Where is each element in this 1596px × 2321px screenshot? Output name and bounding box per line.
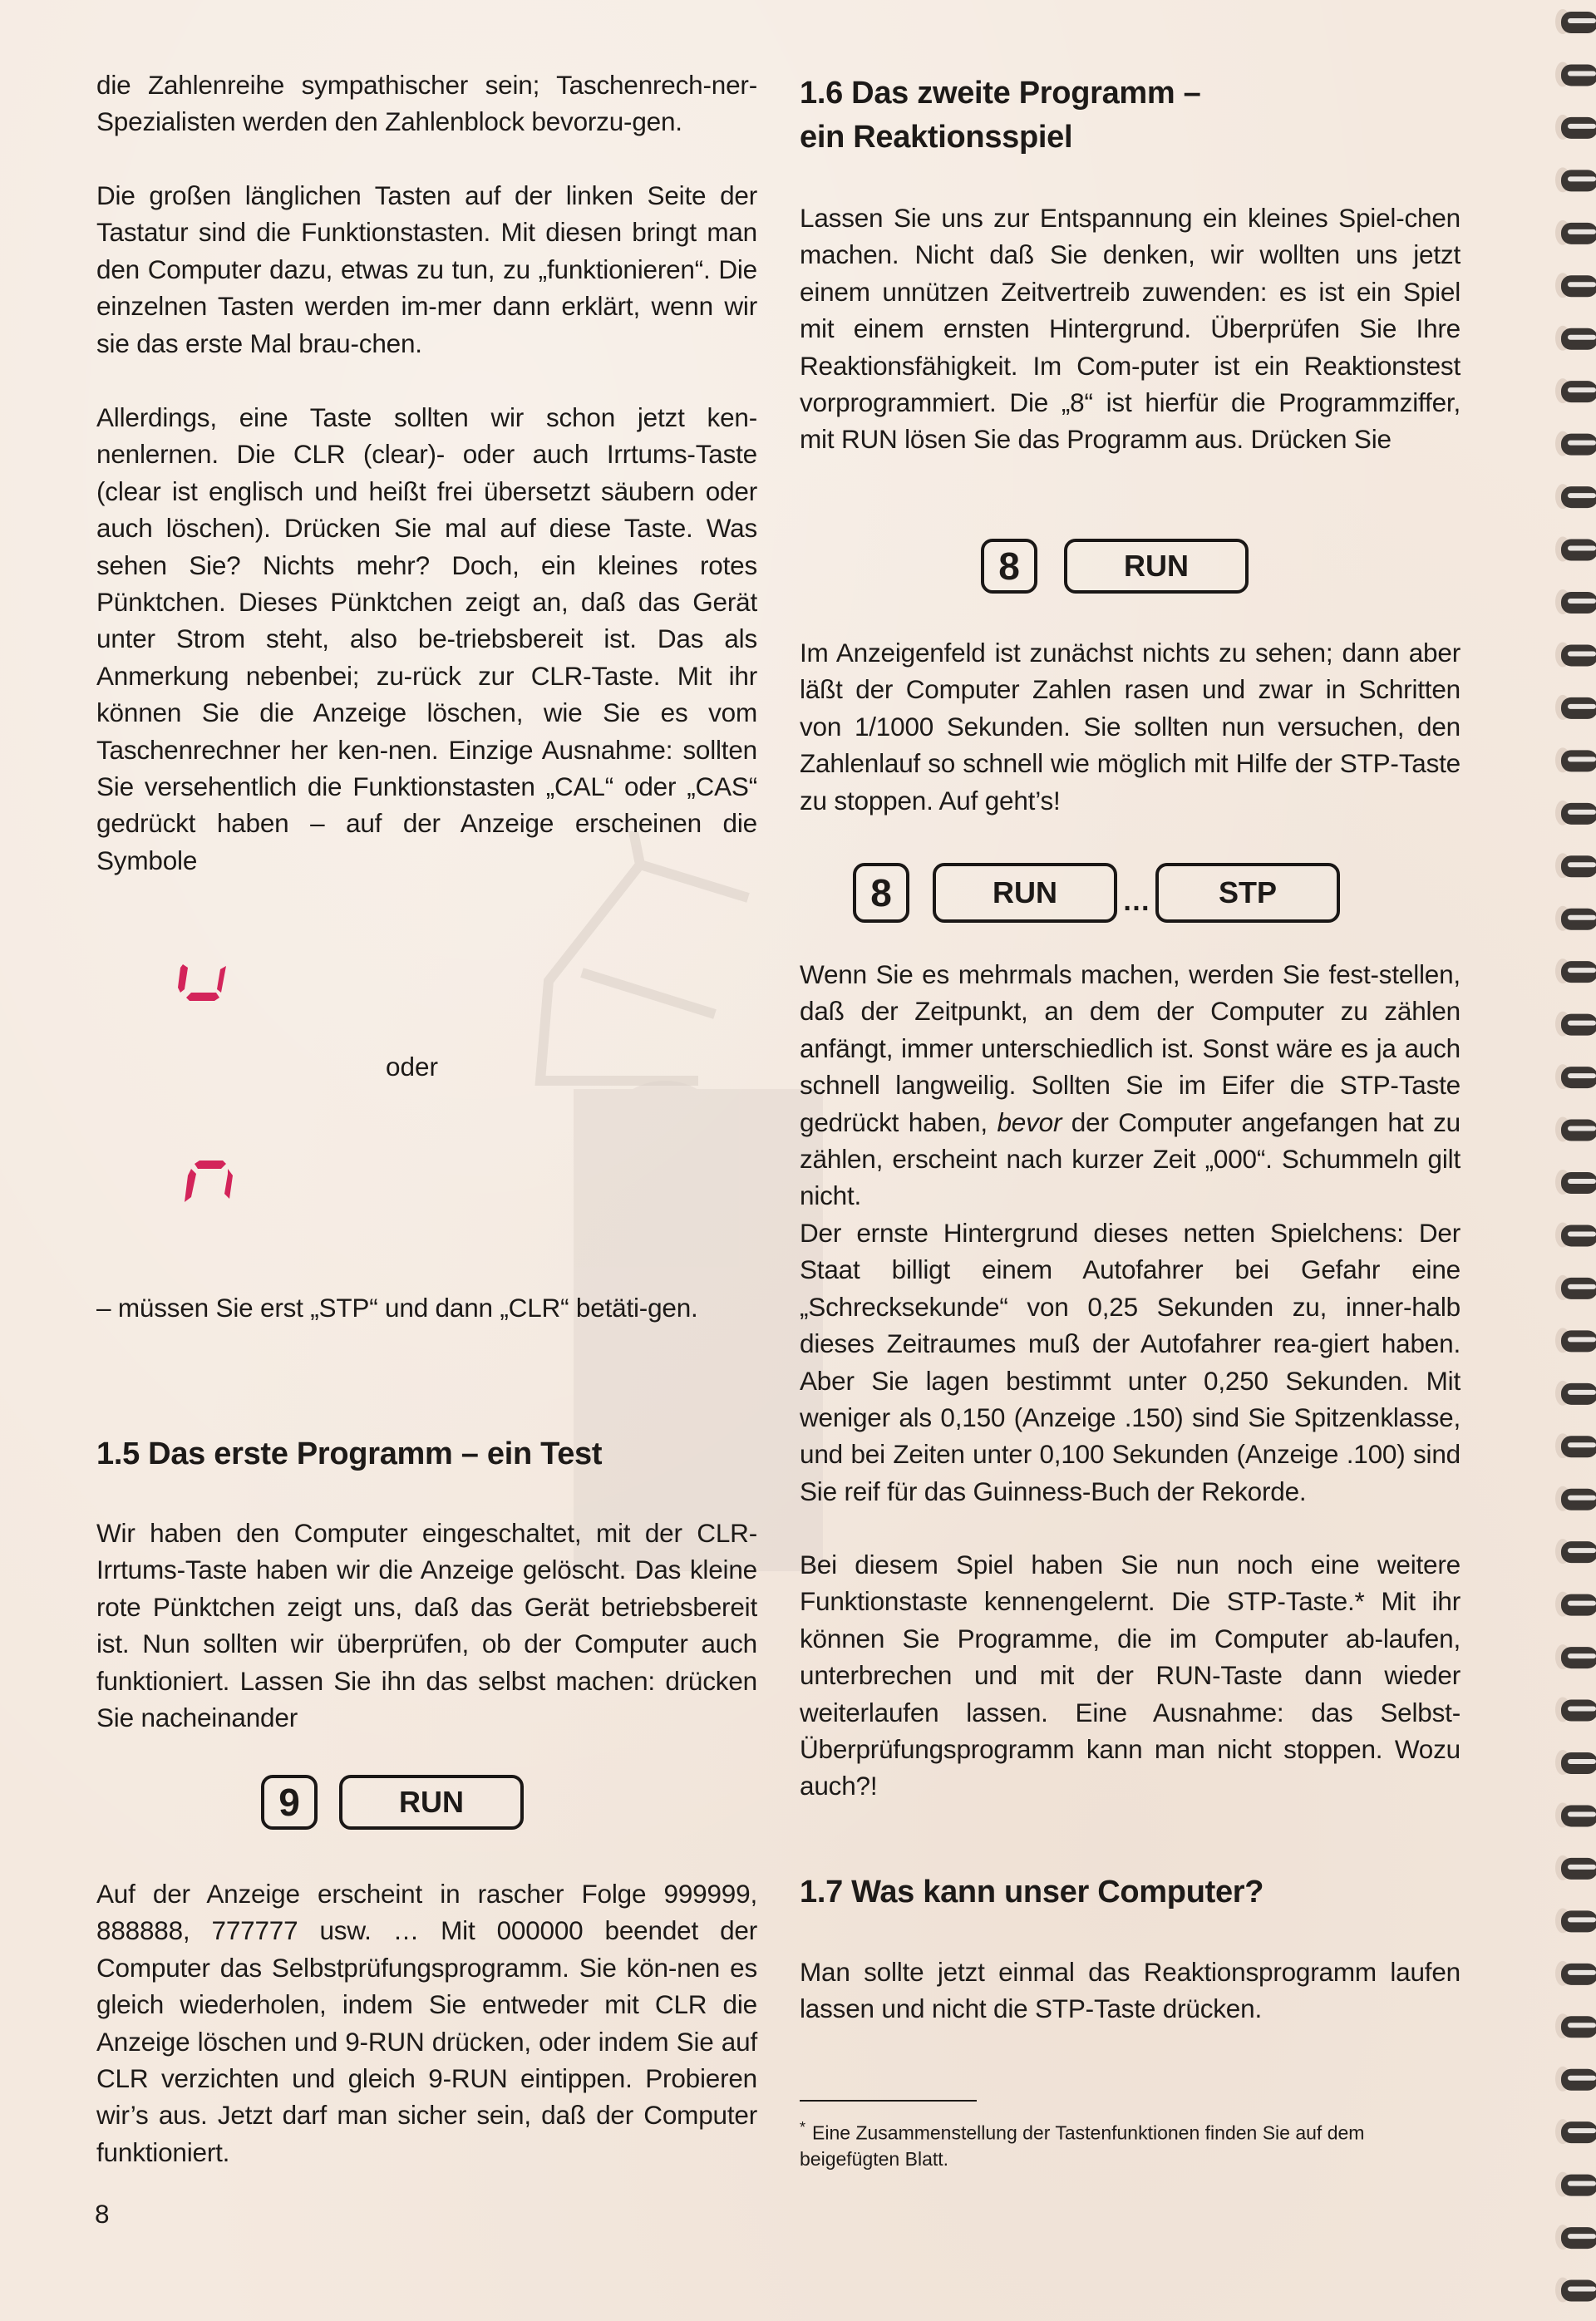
binding-ring (1555, 1802, 1596, 1827)
binding-ring (1555, 853, 1596, 878)
key-sequence-8-run-stp (853, 863, 1340, 923)
key-8[interactable]: 8 (853, 863, 909, 923)
footnote (800, 2115, 1461, 2172)
binding-ring (1555, 9, 1596, 34)
binding-ring (1555, 1750, 1596, 1775)
binding-ring (1555, 1328, 1596, 1353)
text-run: der Computer angefangen hat zu zählen, erscheint nach kurzer Zeit „000“. Schummeln gilt nicht. (800, 1106, 1461, 1211)
binding-ring (1555, 378, 1596, 403)
key-run[interactable]: RUN (339, 1775, 524, 1830)
footnote-marker: * (800, 2119, 806, 2136)
binding-ring (1555, 1539, 1596, 1564)
right-column (800, 0, 1461, 2321)
binding-ring (1555, 220, 1596, 245)
binding-ring (1555, 115, 1596, 140)
binding-ring (1555, 1117, 1596, 1142)
key-8[interactable]: 8 (981, 539, 1037, 594)
paragraph: Die großen länglichen Tasten auf der linken Seite der Tastatur sind die Funktionstasten. Mit diesen bringt man den Computer dazu, etwas zu tun, zu „funktionieren“. Die einzelnen Tasten werden im-mer dann erklärt, wenn wir sie das erste Mal brau-chen. (96, 180, 757, 358)
footnote-divider (800, 2100, 977, 2102)
key-run[interactable]: RUN (933, 863, 1117, 923)
binding-ring (1555, 1961, 1596, 1986)
seven-segment-u-symbol (178, 964, 228, 1003)
paragraph: Der ernste Hintergrund dieses netten Spielchens: Der Staat billigt einem Autofahrer bei Gefahr eine „Schrecksekunde“ von 0,25 Sekunden zu, inner-halb dieses Zeitraumes muß der Autofahrer rea-giert haben. Aber Sie lagen bestimmt unter 0,250 Sekunden. Mit weniger als 0,150 (Anzeige .150) sind Sie Spitzenklasse, und bei Zeiten unter 0,100 Sekunden (Anzeige .100) sind Sie reif für das Guinness-Buch der Rekorde. (800, 1218, 1461, 1506)
paragraph: Im Anzeigenfeld ist zunächst nichts zu sehen; dann aber läßt der Computer Zahlen rasen und zwar in Schritten von 1/1000 Sekunden. Sie sollten nun versuchen, den Zahlenlauf so schnell wie möglich mit Hilfe der STP-Taste zu stoppen. Auf geht’s! (800, 638, 1461, 816)
seven-segment-n-symbol (183, 1160, 234, 1202)
binding-ring (1555, 1698, 1596, 1722)
binding-ring (1555, 62, 1596, 86)
sequence-ellipsis: … (1122, 885, 1150, 917)
binding-ring (1555, 2119, 1596, 2144)
binding-ring (1555, 2225, 1596, 2250)
binding-ring (1555, 589, 1596, 614)
paragraph: Lassen Sie uns zur Entspannung ein kleines Spiel-chen machen. Nicht daß Sie denken, wir wollten uns jetzt einem unnützen Zeitvertreib zuwenden: es ist ein Spiel mit einem ernsten Hintergrund. Überprüfen Sie Ihre Reaktionsfähigkeit. Im Com-puter ist ein Reaktionstest vorprogrammiert. Die „8“ ist hierfür die Programmziffer, mit RUN lösen Sie das Programm aus. Drücken Sie (800, 203, 1461, 455)
paragraph: Wir haben den Computer eingeschaltet, mit der CLR-Irrtums-Taste haben wir die Anzeige gelöscht. Das kleine rote Pünktchen zeigt uns, daß das Gerät betriebsbereit ist. Nun sollten wir überprüfen, ob der Computer auch funktioniert. Lassen Sie ihn das selbst machen: drücken Sie nacheinander (96, 1518, 757, 1733)
section-heading-1-7: 1.7 Was kann unser Computer? (800, 1875, 1264, 1910)
binding-ring (1555, 906, 1596, 931)
binding-ring (1555, 2278, 1596, 2303)
binding-ring (1555, 1592, 1596, 1617)
binding-ring (1555, 747, 1596, 772)
binding-ring (1555, 1381, 1596, 1406)
binding-ring (1555, 801, 1596, 825)
key-9[interactable]: 9 (261, 1775, 318, 1830)
left-column (96, 0, 757, 2321)
paragraph: die Zahlenreihe sympathischer sein; Taschenrech-ner-Spezialisten werden den Zahlenblock bevorzu-gen. (96, 70, 757, 137)
heading-line: 1.6 Das zweite Programm – (800, 76, 1201, 111)
paragraph: Allerdings, eine Taste sollten wir schon jetzt ken-nenlernen. Die CLR (clear)- oder auch Irrtums-Taste (clear ist englisch und heißt frei übersetzt säubern oder auch löschen). Drücken Sie mal auf diese Taste. Was sehen Sie? Nichts mehr? Doch, ein kleines rotes Pünktchen. Dieses Pünktchen zeigt an, daß das Gerät unter Strom steht, also be-triebsbereit ist. Das als Anmerkung nebenbei; zu-rück zur CLR-Taste. Mit ihr können Sie die Anzeige löschen, wie Sie es vom Taschenrechner her ken-nen. Einzige Ausnahme: sollten Sie versehentlich die Funktionstasten „CAL“ oder „CAS“ gedrückt haben – auf der Anzeige erscheinen die Symbole (96, 402, 757, 875)
paragraph: Bei diesem Spiel haben Sie nun noch eine weitere Funktionstaste kennengelernt. Die STP-Taste.* Mit ihr können Sie Programme, die im Computer ab-laufen, unterbrechen und mit der RUN-Taste dann wieder weiterlaufen lassen. Eine Ausnahme: das Selbst-Überprüfungsprogramm kann man nicht stoppen. Wozu auch?! (800, 1550, 1461, 1801)
key-run[interactable]: RUN (1064, 539, 1249, 594)
binding-ring (1555, 537, 1596, 562)
spiral-binding-icon (1544, 0, 1596, 2321)
section-heading-1-6 (800, 71, 1461, 160)
key-stp[interactable]: STP (1155, 863, 1340, 923)
key-sequence-8-run (981, 539, 1249, 594)
binding-ring (1555, 1855, 1596, 1880)
binding-ring (1555, 1486, 1596, 1511)
binding-ring (1555, 1275, 1596, 1300)
paragraph: Man sollte jetzt einmal das Reaktionsprogramm laufen lassen und nicht die STP-Taste drücken. (800, 1957, 1461, 2024)
binding-ring (1555, 1064, 1596, 1089)
binding-ring (1555, 1012, 1596, 1037)
binding-ring (1555, 431, 1596, 456)
binding-ring (1555, 273, 1596, 298)
binding-ring (1555, 1222, 1596, 1247)
key-sequence-9-run (261, 1775, 524, 1830)
binding-ring (1555, 958, 1596, 983)
footnote-text: Eine Zusammenstellung der Tastenfunktionen finden Sie auf dem beigefügten Blatt. (800, 2121, 1365, 2170)
binding-ring (1555, 1908, 1596, 1933)
section-heading-1-5: 1.5 Das erste Programm – ein Test (96, 1436, 603, 1471)
or-label: oder (386, 1052, 439, 1082)
page-number: 8 (95, 2199, 110, 2229)
binding-ring (1555, 2172, 1596, 2197)
paragraph: Auf der Anzeige erscheint in rascher Folge 999999, 888888, 777777 usw. … Mit 000000 beendet der Computer das Selbstprüfungsprogramm. Sie kön-nen es gleich wiederholen, indem Sie entweder mit CLR die Anzeige löschen und 9-RUN drücken, oder indem Sie auf CLR verzichten und gleich 9-RUN eintippen. Probieren wir’s aus. Jetzt darf man sicher sein, daß der Computer funktioniert. (96, 1879, 757, 2167)
binding-ring (1555, 1433, 1596, 1458)
binding-ring (1555, 484, 1596, 509)
binding-ring (1555, 695, 1596, 720)
heading-line: ein Reaktionsspiel (800, 120, 1073, 155)
binding-ring (1555, 167, 1596, 192)
binding-ring (1555, 1644, 1596, 1669)
emphasis-text: bevor (997, 1106, 1062, 1137)
binding-ring (1555, 326, 1596, 351)
paragraph (800, 956, 1461, 1215)
binding-ring (1555, 1170, 1596, 1195)
text-run: Wenn Sie es mehrmals machen, werden Sie fest-stellen, daß der Zeitpunkt, an dem der Computer zu zählen anfängt, immer unterschiedlich ist. Sonst wäre es ja auch schnell langweilig. Sollten Sie im Eifer die STP-Taste gedrückt haben, (800, 959, 1461, 1137)
binding-ring (1555, 2067, 1596, 2092)
paragraph: – müssen Sie erst „STP“ und dann „CLR“ betäti-gen. (96, 1293, 698, 1323)
binding-ring (1555, 642, 1596, 667)
binding-ring (1555, 2013, 1596, 2038)
